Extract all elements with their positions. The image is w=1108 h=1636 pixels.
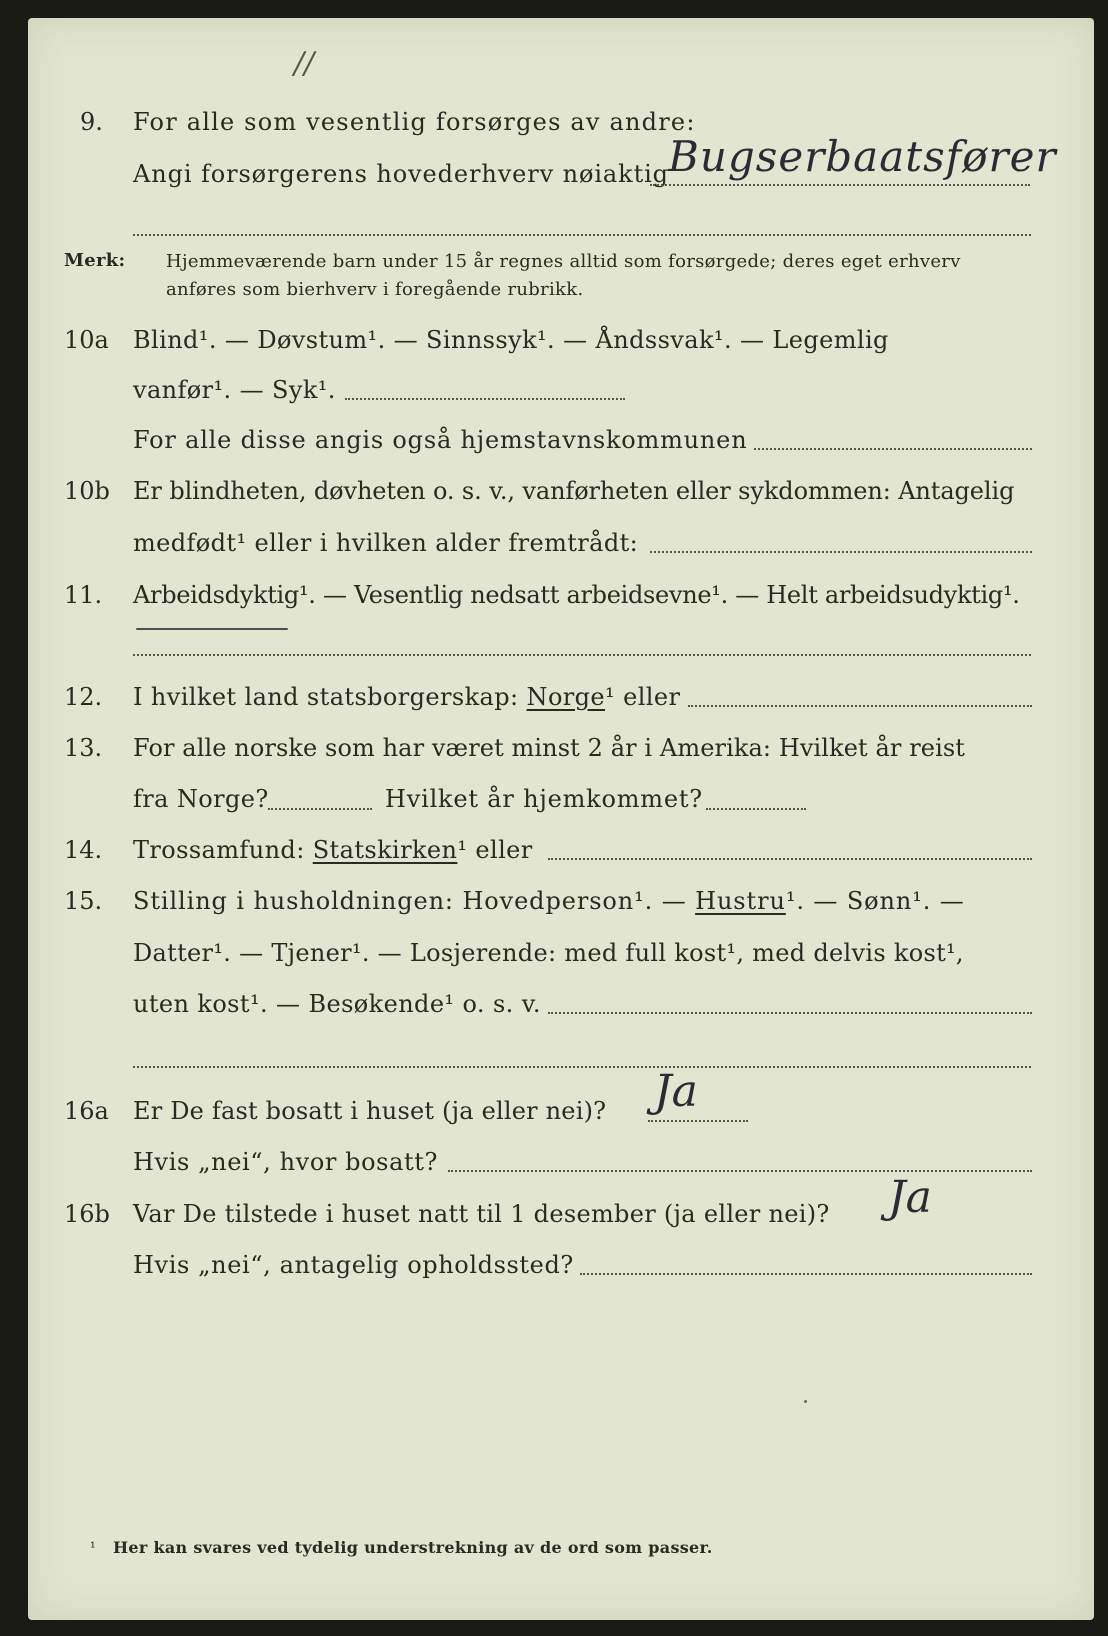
q9-handwritten-answer: Bugserbaatsfører xyxy=(668,132,1057,181)
q16a-line2-field xyxy=(448,1170,1032,1172)
q16b-number: 16b xyxy=(64,1200,110,1228)
q12-eller: ¹ eller xyxy=(605,683,681,711)
q15-line1 xyxy=(133,886,965,916)
q15-number: 15. xyxy=(64,887,103,915)
q11-handwritten-underline xyxy=(136,628,288,630)
q16b-handwritten-answer: Ja xyxy=(888,1172,932,1223)
q13-number: 13. xyxy=(64,734,103,762)
q16a-line1: Er De fast bosatt i huset (ja eller nei)? xyxy=(133,1097,607,1125)
q10b-line1: Er blindheten, døvheten o. s. v., vanførheten eller sykdommen: Antagelig xyxy=(133,477,1015,505)
q10a-line2: vanfør¹. — Syk¹. xyxy=(133,376,336,404)
q15-hustru-underlined: Hustru xyxy=(695,887,786,915)
q12-number: 12. xyxy=(64,683,103,711)
ink-speck xyxy=(804,1400,807,1403)
q15-line3-field xyxy=(548,1012,1032,1014)
pencil-mark: // xyxy=(294,46,315,81)
q10a-line2-field xyxy=(345,398,625,400)
q11-line1: Arbeidsdyktig¹. — Vesentlig nedsatt arbeidsevne¹. — Helt arbeidsudyktig¹. xyxy=(133,581,1020,609)
q16b-line2-field xyxy=(580,1273,1032,1275)
q13-line1: For alle norske som har været minst 2 år i Amerika: Hvilket år reist xyxy=(133,734,966,762)
q10a-number: 10a xyxy=(64,326,109,354)
q9-extra-line xyxy=(133,234,1031,236)
merk-label: Merk: xyxy=(64,250,126,271)
q10b-line2-field xyxy=(650,551,1032,553)
q16b-line2: Hvis „nei“, antagelig opholdssted? xyxy=(133,1251,574,1279)
q13-hjemkommet-field xyxy=(706,808,806,810)
q9-answer-line xyxy=(650,184,1030,186)
q16a-number: 16a xyxy=(64,1097,109,1125)
q14-field xyxy=(548,858,1032,860)
q12-line xyxy=(133,682,680,712)
q10a-line3-field xyxy=(754,448,1032,450)
q10b-number: 10b xyxy=(64,477,110,505)
q10b-line2: medfødt¹ eller i hvilken alder fremtrådt: xyxy=(133,529,639,557)
q13-hjemkommet-label: Hvilket år hjemkommet? xyxy=(385,785,703,813)
q15-line1-rest: ¹. — Sønn¹. — xyxy=(785,887,965,915)
q16a-line2: Hvis „nei“, hvor bosatt? xyxy=(133,1148,438,1176)
q10a-line3: For alle disse angis også hjemstavnskommunen xyxy=(133,426,748,454)
q12-norge-underlined: Norge xyxy=(526,683,606,711)
q14-line xyxy=(133,835,533,865)
q10a-line1: Blind¹. — Døvstum¹. — Sinnssyk¹. — Åndssvak¹. — Legemlig xyxy=(133,326,889,354)
footnote-mark: ¹ xyxy=(90,1540,96,1556)
q13-reist-label: fra Norge? xyxy=(133,785,269,813)
q15-extra-line xyxy=(133,1066,1031,1068)
footnote-text: Her kan svares ved tydelig understrekning av de ord som passer. xyxy=(113,1538,713,1557)
q9-line2: Angi forsørgerens hovederhverv nøiaktig xyxy=(133,160,669,188)
q16a-handwritten-answer: Ja xyxy=(654,1066,698,1117)
q11-number: 11. xyxy=(64,581,103,609)
merk-line1: Hjemmeværende barn under 15 år regnes alltid som forsørgede; deres eget erhverv xyxy=(166,251,961,272)
q16a-field xyxy=(648,1120,748,1122)
q14-statskirken-underlined: Statskirken xyxy=(312,836,458,864)
q15-line3: uten kost¹. — Besøkende¹ o. s. v. xyxy=(133,990,541,1018)
q16b-line1: Var De tilstede i huset natt til 1 desember (ja eller nei)? xyxy=(133,1200,830,1228)
q9-number: 9. xyxy=(80,108,103,136)
q12-question: I hvilket land statsborgerskap: xyxy=(133,683,519,711)
q15-line1-text: Stilling i husholdningen: Hovedperson¹. — xyxy=(133,887,687,915)
q14-eller: ¹ eller xyxy=(457,836,533,864)
q13-reist-field xyxy=(268,808,372,810)
merk-line2: anføres som bierhverv i foregående rubrikk. xyxy=(166,279,584,300)
q9-line1: For alle som vesentlig forsørges av andre: xyxy=(133,108,696,136)
q11-extra-line xyxy=(133,654,1031,656)
q14-question: Trossamfund: xyxy=(133,836,305,864)
q15-line2: Datter¹. — Tjener¹. — Losjerende: med full kost¹, med delvis kost¹, xyxy=(133,939,964,967)
q14-number: 14. xyxy=(64,836,103,864)
q12-field xyxy=(688,705,1032,707)
